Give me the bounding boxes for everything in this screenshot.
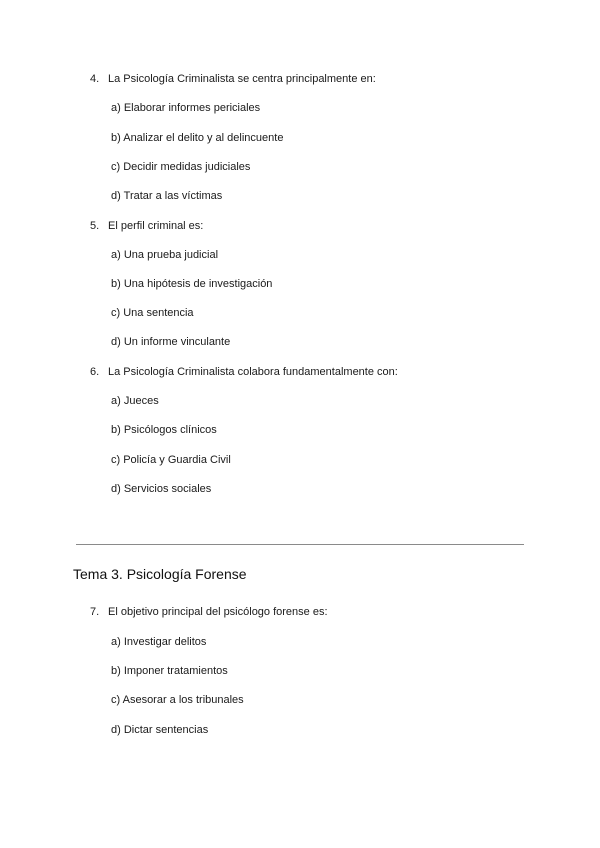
question-text: El objetivo principal del psicólogo forense es: [108, 606, 328, 618]
option-7b: b) Imponer tratamientos [111, 665, 228, 677]
option-4a: a) Elaborar informes periciales [111, 102, 261, 114]
question-text: La Psicología Criminalista se centra principalmente en: [108, 73, 376, 85]
question-6 [90, 365, 398, 379]
question-text: El perfil criminal es: [108, 220, 204, 232]
option-7c: c) Asesorar a los tribunales [111, 694, 244, 706]
option-6c: c) Policía y Guardia Civil [111, 454, 231, 466]
option-5b: b) Una hipótesis de investigación [111, 278, 273, 290]
question-4 [90, 72, 376, 86]
option-6a: a) Jueces [111, 395, 159, 407]
question-5 [90, 219, 203, 233]
section-title: Tema 3. Psicología Forense [73, 566, 247, 582]
option-4d: d) Tratar a las víctimas [111, 190, 223, 202]
option-7a: a) Investigar delitos [111, 636, 207, 648]
horizontal-divider [76, 544, 524, 545]
question-text: La Psicología Criminalista colabora fundamentalmente con: [108, 366, 398, 378]
question-number: 6. [90, 366, 100, 378]
question-number: 7. [90, 606, 100, 618]
option-6b: b) Psicólogos clínicos [111, 424, 217, 436]
question-number: 5. [90, 220, 100, 232]
option-5a: a) Una prueba judicial [111, 249, 219, 261]
option-5c: c) Una sentencia [111, 307, 194, 319]
question-7 [90, 605, 328, 619]
option-4b: b) Analizar el delito y al delincuente [111, 132, 284, 144]
question-number: 4. [90, 73, 100, 85]
option-5d: d) Un informe vinculante [111, 336, 231, 348]
option-4c: c) Decidir medidas judiciales [111, 161, 251, 173]
option-7d: d) Dictar sentencias [111, 724, 209, 736]
option-6d: d) Servicios sociales [111, 483, 212, 495]
